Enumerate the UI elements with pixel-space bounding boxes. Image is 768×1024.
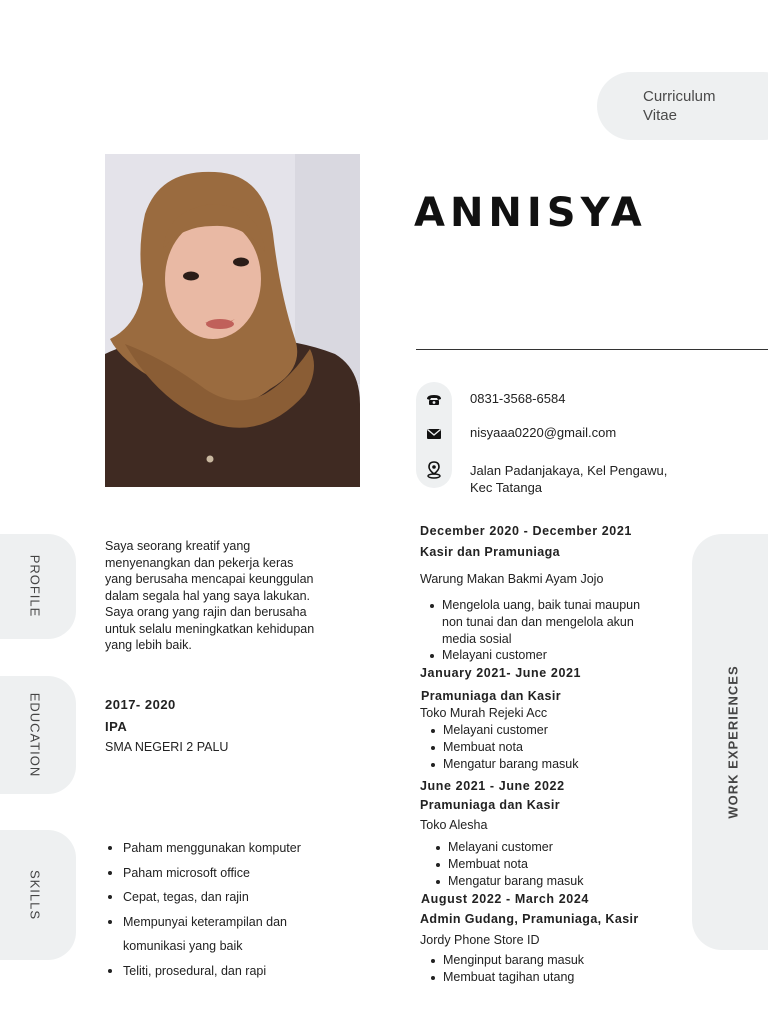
- task-item: Melayani customer: [427, 839, 584, 856]
- education-years: 2017- 2020: [105, 697, 176, 712]
- task-item-continued: non tunai dan dan mengelola akun: [442, 614, 634, 629]
- education-major: IPA: [105, 719, 128, 734]
- profile-line: untuk selalu meningkatkan kehidupan: [105, 621, 315, 636]
- task-item: Membuat nota: [427, 856, 584, 873]
- job-company: Warung Makan Bakmi Ayam Jojo: [420, 572, 604, 586]
- task-item: Membuat nota: [422, 739, 579, 756]
- job-company: Jordy Phone Store ID: [420, 933, 540, 947]
- skills-section-label: SKILLS: [27, 869, 43, 921]
- profile-line: Saya orang yang rajin dan berusaha: [105, 605, 307, 619]
- task-item: Mengatur barang masuk: [422, 756, 579, 773]
- job-tasks: [422, 952, 584, 986]
- job-tasks: [422, 722, 579, 772]
- profile-line: menyenangkan dan pekerja keras: [105, 555, 294, 570]
- education-section-label: EDUCATION: [27, 692, 43, 778]
- profile-photo: [105, 154, 360, 487]
- job-period: December 2020 - December 2021: [420, 524, 632, 538]
- job-role: Admin Gudang, Pramuniaga, Kasir: [420, 912, 639, 926]
- skill-item-continued: komunikasi yang baik: [123, 939, 243, 953]
- divider: [416, 349, 768, 350]
- profile-text: [105, 538, 345, 654]
- profile-line: Saya seorang kreatif yang: [105, 539, 251, 553]
- address-line-2: Kec Tatanga: [470, 480, 543, 495]
- skill-item: Teliti, prosedural, dan rapi: [105, 959, 355, 984]
- job-company: Toko Murah Rejeki Acc: [420, 706, 548, 720]
- phone-text: 0831-3568-6584: [470, 391, 566, 406]
- email-icon: [424, 424, 444, 444]
- task-item: Melayani customer: [422, 722, 579, 739]
- task-item: Mengelola uang, baik tunai maupun: [421, 597, 640, 614]
- profile-line: yang lebih baik.: [105, 638, 192, 652]
- contact-icons: [416, 382, 452, 488]
- skill-item: Paham microsoft office: [105, 861, 355, 886]
- email-text: nisyaaa0220@gmail.com: [470, 425, 617, 440]
- candidate-name: ANNISYA: [414, 190, 647, 236]
- skill-item: Cepat, tegas, dan rajin: [105, 885, 355, 910]
- job-role: Pramuniaga dan Kasir: [421, 689, 561, 703]
- skill-item: Paham menggunakan komputer: [105, 836, 355, 861]
- job-tasks: [427, 839, 584, 889]
- job-company: Toko Alesha: [420, 818, 488, 832]
- task-item: Mengatur barang masuk: [427, 873, 584, 890]
- job-period: June 2021 - June 2022: [420, 779, 565, 793]
- task-item: Membuat tagihan utang: [422, 969, 584, 986]
- job-period: January 2021- June 2021: [420, 666, 582, 680]
- phone-icon: [424, 390, 444, 410]
- profile-line: yang berusaha mencapai keunggulan: [105, 572, 314, 586]
- job-role: Kasir dan Pramuniaga: [420, 545, 560, 559]
- job-tasks: [421, 597, 640, 664]
- cv-tag-label: Curriculum Vitae: [643, 88, 716, 124]
- job-period: August 2022 - March 2024: [421, 892, 589, 906]
- location-icon: [424, 460, 444, 480]
- work-section-label: WORK EXPERIENCES: [725, 665, 741, 819]
- address-line-1: Jalan Padanjakaya, Kel Pengawu,: [470, 463, 668, 478]
- cv-tag: [597, 72, 768, 140]
- profile-section-label: PROFILE: [27, 554, 43, 618]
- skill-item: Mempunyai keterampilan dan: [105, 910, 355, 935]
- task-item: Menginput barang masuk: [422, 952, 584, 969]
- profile-line: dalam segala hal yang saya lakukan.: [105, 588, 310, 603]
- task-item-continued: media sosial: [442, 631, 512, 646]
- task-item: Melayani customer: [421, 647, 640, 664]
- job-role: Pramuniaga dan Kasir: [420, 798, 560, 812]
- education-school: SMA NEGERI 2 PALU: [105, 740, 229, 754]
- skills-list: [105, 836, 355, 983]
